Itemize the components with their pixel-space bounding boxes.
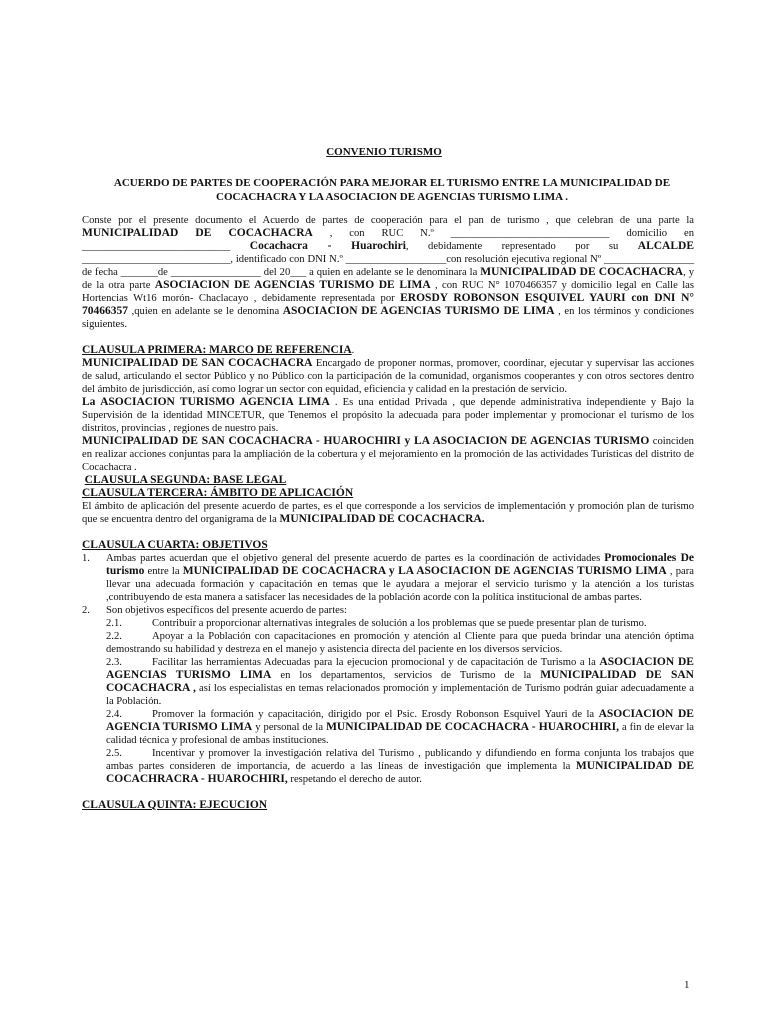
- document-title: CONVENIO TURISMO: [326, 146, 442, 158]
- clause-1-heading: CLAUSULA PRIMERA: MARCO DE REFERENCIA.: [82, 344, 355, 356]
- page-number: 1: [684, 979, 690, 991]
- objective-2-3: 2.3. Facilitar las herramientas Adecuadas para la ejecucion promocional y de capacitación de Turismo a la ASOCIACION DE AGENCIAS TURISMO LIMA en los departamentos, servicios de Turismo de la MUNICIPALIDAD DE SAN COCACHACRA , así los especialistas en temas relacionados promoción y implementación de Turismo podrán guiar adecuadamente a la Población.: [106, 656, 694, 707]
- objective-2-4: 2.4. Promover la formación y capacitación, dirigido por el Psic. Erosdy Robonson Esquivel Yauri de la ASOCIACION DE AGENCIA TURISMO LIMA y personal de la MUNICIPALIDAD DE COCACHACRA - HUAROCHIRI, a fin de elevar la calidad técnica y profesional de ambas instituciones.: [106, 708, 694, 746]
- objective-1: 1. Ambas partes acuerdan que el objetivo general del presente acuerdo de partes es la coordinación de actividades Promocionales De turismo entre la MUNICIPALIDAD DE COCACHACRA y LA ASOCIACION DE AGENCIAS TURISMO LIMA , para llevar una adecuada formación y capacitación en temas que le ayudara a mejorar el servicio turismo y la atención a los turistas ,contribuyendo de esta manera a satisfacer las necesidades de la población acorde con la política institucional de ambas partes.: [82, 552, 694, 603]
- objective-2: 2. Son objetivos específicos del presente acuerdo de partes:: [82, 605, 347, 616]
- clause-3-paragraph: El ámbito de aplicación del presente acuerdo de partes, es el que corresponde a los servicios de implementación y promoción plan de turismo que se encuentra dentro del organigrama de la MUNICIPALIDAD DE COCACHACRA.: [82, 501, 694, 525]
- clause-5-heading: CLAUSULA QUINTA: EJECUCION: [82, 799, 268, 811]
- clause-2-heading: CLAUSULA SEGUNDA: BASE LEGAL: [84, 474, 287, 486]
- objective-2-5: 2.5. Incentivar y promover la investigación relativa del Turismo , publicando y difundiendo en forma conjunta los trabajos que ambas partes consideren de importancia, de acuerdo a las líneas de investigación que implementa la MUNICIPALIDAD DE COCACHRACRA - HUAROCHIRI, respetando el derecho de autor.: [106, 748, 694, 785]
- clause-1-paragraph-1: MUNICIPALIDAD DE SAN COCACHACRA Encargado de proponer normas, promover, coordinar, ejecutar y supervisar las acciones de salud, articulando el sector Público y no Público con la participación de la comunidad, organismos cooperantes y con otros sectores dentro del ámbito de jurisdicción, así como lograr un sector con equidad, eficiencia y calidad en la prestación de servicio.: [82, 357, 694, 395]
- clause-3-heading: CLAUSULA TERCERA: ÁMBITO DE APLICACIÓN: [82, 487, 354, 499]
- document-subtitle: ACUERDO DE PARTES DE COOPERACIÓN PARA MEJORAR EL TURISMO ENTRE LA MUNICIPALIDAD DE COCACHACRA Y LA ASOCIACION DE AGENCIAS TURISMO LIMA .: [113, 177, 671, 203]
- clause-1-paragraph-3: MUNICIPALIDAD DE SAN COCACHACRA - HUAROCHIRI y LA ASOCIACION DE AGENCIAS TURISMO coinciden en realizar acciones conjuntas para la ampliación de la cobertura y el mejoramiento en la promoción de las actividades Turísticas del distrito de Cocachacra .: [82, 435, 694, 473]
- document-body: [82, 214, 694, 812]
- objective-2-2: 2.2. Apoyar a la Población con capacitaciones en promoción y atención al Cliente para que pueda brindar una atención óptima demostrando su habilidad y destreza en el manejo y asistencia directa del paciente en los diversos servicios.: [106, 631, 694, 655]
- objective-2-1: 2.1. Contribuir a proporcionar alternativas integrales de solución a los problemas que se puede presentar plan de turismo.: [106, 618, 647, 629]
- intro-paragraph: Conste por el presente documento el Acuerdo de partes de cooperación para el pan de turismo , que celebran de una parte la MUNICIPALIDAD DE COCACHACRA , con RUC N.º ______________________________ domicilio en ____________________________ Cocachacra - Huarochiri, debidamente representado por su ALCALDE ____________________________, identificado con DNI N.º ___________________con resolución ejecutiva regional Nº _________________ de fecha _______de _________________ del 20___ a quien en adelante se le denominara la MUNICIPALIDAD DE COCACHACRA, y de la otra parte ASOCIACION DE AGENCIAS TURISMO DE LIMA , con RUC N° 1070466357 y domicilio legal en Calle las Hortencias Wt16 morón- Chaclacayo , debidamente representada por EROSDY ROBONSON ESQUIVEL YAURI con DNI N° 70466357 ,quien en adelante se le denomina ASOCIACION DE AGENCIAS TURISMO DE LIMA , en los términos y condiciones siguientes.: [82, 215, 694, 330]
- clause-1-paragraph-2: La ASOCIACION TURISMO AGENCIA LIMA . Es una entidad Privada , que depende administrativa independiente y Bajo la Supervisión de la identidad MINCETUR, que Tenemos el propósito la adecuada para poder implementar y promocionar el turismo de los distritos, provincias , regiones de nuestro pais.: [82, 396, 694, 434]
- clause-4-heading: CLAUSULA CUARTA: OBJETIVOS: [82, 539, 268, 551]
